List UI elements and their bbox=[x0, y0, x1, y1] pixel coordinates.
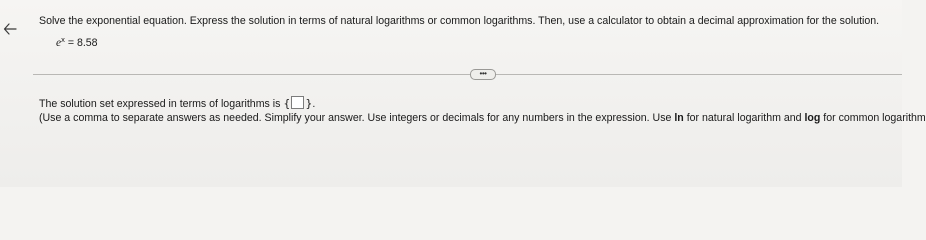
set-close-brace: } bbox=[305, 97, 313, 110]
exponential-equation bbox=[56, 35, 98, 49]
answer-instructions-note bbox=[39, 112, 926, 124]
note-log-keyword: log bbox=[804, 112, 821, 124]
equation-rhs: = 8.58 bbox=[67, 37, 98, 49]
more-options-button[interactable]: ••• bbox=[470, 69, 496, 80]
answer-prompt-text: The solution set expressed in terms of logarithms is bbox=[39, 98, 281, 110]
back-arrow-icon[interactable] bbox=[3, 21, 19, 37]
equation-base: e bbox=[56, 37, 62, 49]
equation-exponent: x bbox=[61, 35, 65, 44]
note-text-1: (Use a comma to separate answers as needed. Simplify your answer. Use integers or decimals for any numbers in the expression. Use bbox=[39, 112, 675, 124]
note-text-2: for natural logarithm and bbox=[683, 112, 805, 124]
section-divider bbox=[33, 74, 902, 75]
answer-input-box[interactable] bbox=[291, 96, 304, 109]
set-open-brace: { bbox=[283, 97, 291, 110]
prompt-period: . bbox=[312, 98, 316, 110]
note-text-3: for common logarithm bbox=[820, 112, 926, 124]
note-ln-keyword: ln bbox=[674, 112, 684, 124]
answer-prompt bbox=[39, 96, 315, 110]
question-instructions: Solve the exponential equation. Express the solution in terms of natural logarithms or common logarithms. Then, use a calculator to obtain a decimal approximation for the solution. bbox=[39, 15, 880, 27]
